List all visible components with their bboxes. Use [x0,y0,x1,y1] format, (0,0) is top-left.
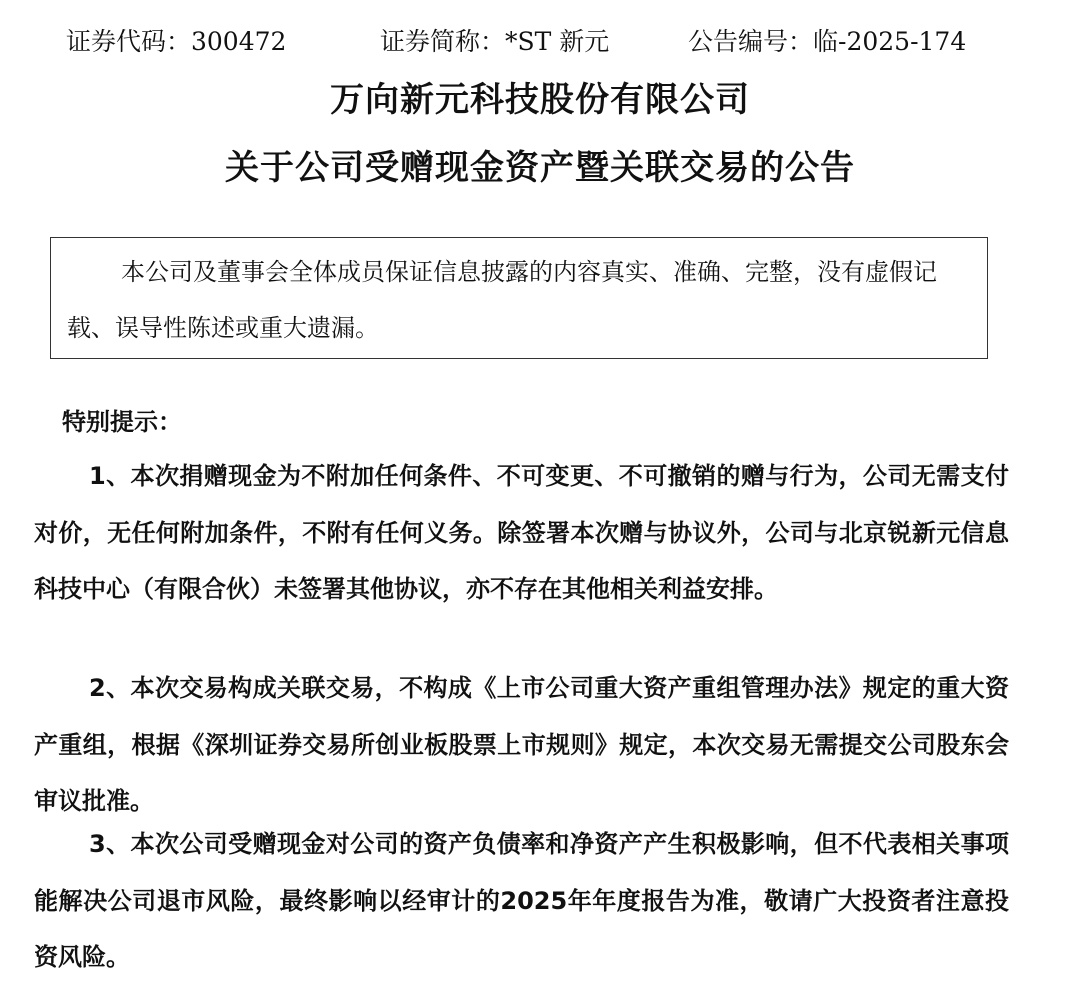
special-tip-item-2: 2、本次交易构成关联交易，不构成《上市公司重大资产重组管理办法》规定的重大资产重组，根据《深圳证券交易所创业板股票上市规则》规定，本次交易无需提交公司股东会审议批准。 [34,674,1009,815]
disclosure-statement-text: 本公司及董事会全体成员保证信息披露的内容真实、准确、完整，没有虚假记载、误导性陈述或重大遗漏。 [67,258,937,342]
special-tip-item-3: 3、本次公司受赠现金对公司的资产负债率和净资产产生积极影响，但不代表相关事项能解决公司退市风险，最终影响以经审计的2025年年度报告为准，敬请广大投资者注意投资风险。 [34,830,1009,971]
announcement-header [0,22,1080,62]
special-tip-item-1: 1、本次捐赠现金为不附加任何条件、不可变更、不可撤销的赠与行为，公司无需支付对价，无任何附加条件，不附有任何义务。除签署本次赠与协议外，公司与北京锐新元信息科技中心（有限合伙）未签署其他协议，亦不存在其他相关利益安排。 [34,462,1009,603]
security-name: 证券简称：*ST 新元 [380,27,610,56]
disclosure-statement-box [50,237,988,359]
announcement-title: 关于公司受赠现金资产暨关联交易的公告 [225,148,855,188]
announcement-number: 公告编号：临-2025-174 [688,27,967,56]
security-code: 证券代码：300472 [66,27,287,56]
company-name-title: 万向新元科技股份有限公司 [330,80,750,120]
special-tips-heading: 特别提示： [62,408,182,436]
